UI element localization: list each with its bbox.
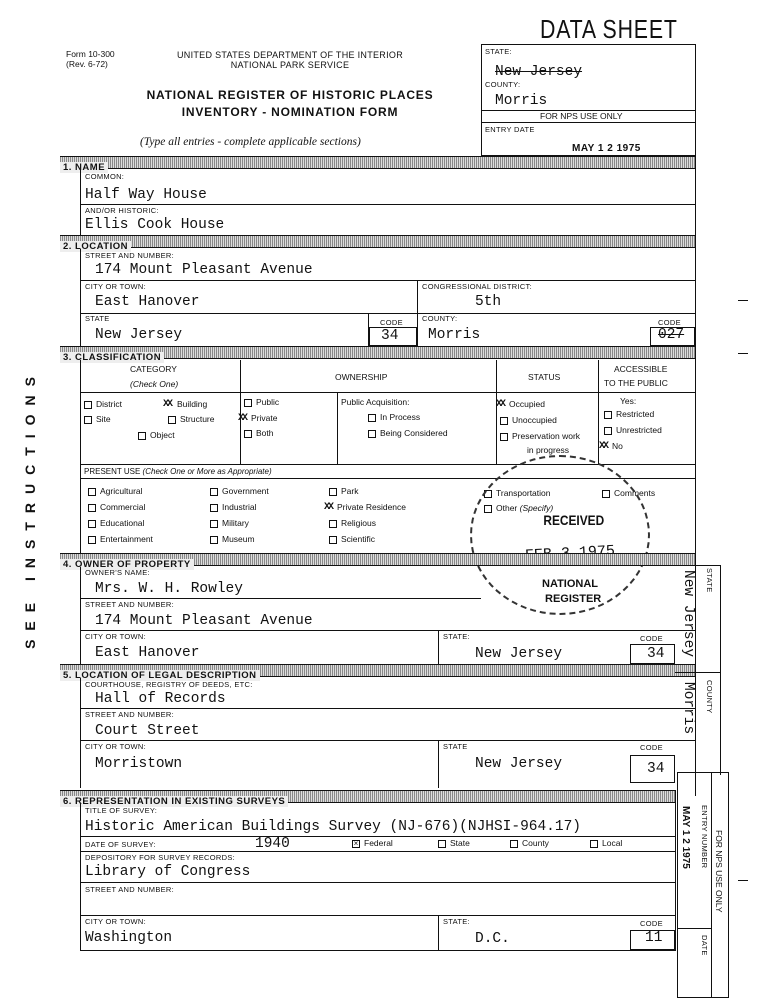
survey-county[interactable]: County xyxy=(510,838,549,848)
margin-state: New Jersey xyxy=(680,570,696,658)
location-street: 174 Mount Pleasant Avenue xyxy=(95,262,313,278)
use-military[interactable]: Military xyxy=(210,518,249,528)
margin-entry-date: MAY 1 2 1975 xyxy=(680,806,691,869)
survey-date: 1940 xyxy=(255,836,290,852)
use-comments[interactable]: Comments xyxy=(602,488,655,498)
legal-state-code: 34 xyxy=(647,761,665,777)
owner-name: Mrs. W. H. Rowley xyxy=(95,581,243,597)
location-state: New Jersey xyxy=(95,327,183,343)
access-no[interactable]: XX No xyxy=(599,441,623,453)
form-title: NATIONAL REGISTER OF HISTORIC PLACES INVENTORY - NOMINATION FORM xyxy=(146,88,434,119)
use-scientific[interactable]: Scientific xyxy=(329,534,375,544)
status-occupied[interactable]: XX Occupied xyxy=(496,399,545,411)
state-code: 34 xyxy=(381,328,399,344)
section-owner-header: 4. OWNER OF PROPERTY xyxy=(60,553,695,566)
legal-state: New Jersey xyxy=(475,756,563,772)
use-government[interactable]: Government xyxy=(210,486,269,496)
owner-city: East Hanover xyxy=(95,645,200,661)
owner-state-code: 34 xyxy=(647,646,665,662)
survey-state-code: 11 xyxy=(645,930,663,946)
legal-street: Court Street xyxy=(95,723,200,739)
use-agricultural[interactable]: Agricultural xyxy=(88,486,143,496)
depository: Library of Congress xyxy=(85,864,251,880)
own-both[interactable]: Both xyxy=(244,428,274,438)
legal-city: Morristown xyxy=(95,756,183,772)
entry-date-stamp: MAY 1 2 1975 xyxy=(572,143,641,154)
type-instructions: (Type all entries - complete applicable sections) xyxy=(140,136,361,148)
access-restricted[interactable]: Restricted xyxy=(604,409,654,419)
section-classification-header: 3. CLASSIFICATION xyxy=(60,346,695,359)
use-educational[interactable]: Educational xyxy=(88,518,144,528)
stamp-national: NATIONAL xyxy=(542,578,599,590)
use-museum[interactable]: Museum xyxy=(210,534,255,544)
survey-local[interactable]: Local xyxy=(590,838,622,848)
survey-state-value: D.C. xyxy=(475,931,510,947)
acq-in-process[interactable]: In Process xyxy=(368,412,420,422)
common-name: Half Way House xyxy=(85,187,207,203)
stamp-received-text: RECEIVED xyxy=(543,512,605,528)
margin-county: Morris xyxy=(680,682,696,735)
section-surveys-header: 6. REPRESENTATION IN EXISTING SURVEYS xyxy=(60,790,675,803)
use-private-residence[interactable]: XX Private Residence xyxy=(324,502,406,514)
section-legal-header: 5. LOCATION OF LEGAL DESCRIPTION xyxy=(60,664,695,677)
owner-state: New Jersey xyxy=(475,646,563,662)
use-commercial[interactable]: Commercial xyxy=(88,502,145,512)
congressional-district: 5th xyxy=(475,294,502,310)
acq-being-considered[interactable]: Being Considered xyxy=(368,428,448,438)
sidebox-state: New Jersey xyxy=(495,64,583,80)
survey-title: Historic American Buildings Survey (NJ-676)(NJHSI-964.17) xyxy=(85,819,581,835)
agency-header: UNITED STATES DEPARTMENT OF THE INTERIOR NATIONAL PARK SERVICE xyxy=(176,50,404,70)
own-private[interactable]: XX Private xyxy=(238,413,278,425)
present-use-label: PRESENT USE (Check One or More as Appropriate) xyxy=(84,467,272,476)
access-unrestricted[interactable]: Unrestricted xyxy=(604,425,662,435)
form-number: Form 10-300 (Rev. 6-72) xyxy=(66,49,115,69)
use-other[interactable]: Other (Specify) xyxy=(484,503,553,513)
stamp-register: REGISTER xyxy=(545,593,602,605)
county-code: 027 xyxy=(658,327,685,343)
survey-state[interactable]: State xyxy=(438,838,470,848)
data-sheet-heading: DATA SHEET xyxy=(540,14,678,44)
status-unoccupied[interactable]: Unoccupied xyxy=(500,415,557,425)
survey-city: Washington xyxy=(85,930,173,946)
use-industrial[interactable]: Industrial xyxy=(210,502,257,512)
section-name-header: 1. NAME xyxy=(60,156,695,169)
cat-site[interactable]: Site xyxy=(84,414,111,424)
own-public[interactable]: Public xyxy=(244,397,279,407)
cat-structure[interactable]: Structure xyxy=(168,414,215,424)
survey-federal[interactable]: × Federal xyxy=(353,838,393,848)
courthouse: Hall of Records xyxy=(95,691,226,707)
section-location-header: 2. LOCATION xyxy=(60,235,695,248)
received-stamp xyxy=(470,455,650,615)
status-preservation[interactable]: Preservation work xyxy=(500,431,580,441)
cat-building[interactable]: XX Building xyxy=(163,399,208,411)
use-park[interactable]: Park xyxy=(329,486,358,496)
see-instructions: SEE INSTRUCTIONS xyxy=(22,368,38,649)
use-transportation[interactable]: Transportation xyxy=(484,488,551,498)
use-entertainment[interactable]: Entertainment xyxy=(88,534,153,544)
location-city: East Hanover xyxy=(95,294,200,310)
owner-street: 174 Mount Pleasant Avenue xyxy=(95,613,313,629)
sidebox-county: Morris xyxy=(495,93,548,109)
cat-district[interactable]: District xyxy=(84,399,122,409)
historic-name: Ellis Cook House xyxy=(85,217,225,233)
location-county: Morris xyxy=(428,327,481,343)
use-religious[interactable]: Religious xyxy=(329,518,376,528)
cat-object[interactable]: Object xyxy=(138,430,175,440)
